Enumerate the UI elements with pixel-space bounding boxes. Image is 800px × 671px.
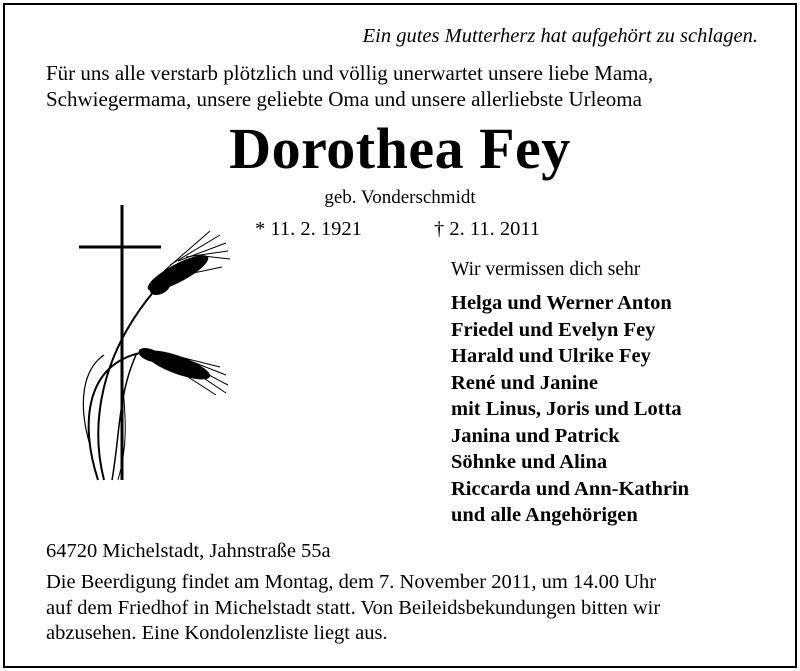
funeral-line: abzusehen. Eine Kondolenzliste liegt aus. xyxy=(46,622,388,644)
address: 64720 Michelstadt, Jahnstraße 55a xyxy=(46,540,331,562)
mourner-entry: und alle Angehörigen xyxy=(451,504,638,526)
funeral-line: Die Beerdigung findet am Montag, dem 7. November 2011, um 14.00 Uhr xyxy=(46,571,657,593)
mourner-entry: René und Janine xyxy=(451,371,598,394)
mourner-entry: Janina und Patrick xyxy=(451,424,620,447)
motto: Ein gutes Mutterherz hat aufgehört zu schlagen. xyxy=(362,25,758,47)
mourner-entry: Söhnke und Alina xyxy=(451,451,608,473)
cross-with-wheat-ears-icon xyxy=(60,205,240,485)
funeral-info xyxy=(46,570,660,647)
mourner-entry: Harald und Ulrike Fey xyxy=(451,345,651,367)
birth-date: * 11. 2. 1921 xyxy=(255,218,362,240)
mourner-entry: mit Linus, Joris und Lotta xyxy=(451,398,682,420)
mourners-list xyxy=(451,290,689,529)
birth-name: geb. Vonderschmidt xyxy=(324,187,476,208)
death-date: † 2. 11. 2011 xyxy=(434,218,541,240)
deceased-name: Dorothea Fey xyxy=(229,116,571,181)
intro-line-2: Schwiegermama, unsere geliebte Oma und unsere allerliebste Urleoma xyxy=(46,87,642,111)
intro-line-1: Für uns alle verstarb plötzlich und völlig unerwartet unsere liebe Mama, xyxy=(46,61,654,85)
mourner-entry: Helga und Werner Anton xyxy=(451,292,672,314)
missing-text: Wir vermissen dich sehr xyxy=(451,259,641,280)
mourner-entry: Riccarda und Ann-Kathrin xyxy=(451,477,690,500)
funeral-line: auf dem Friedhof in Michelstadt statt. Von Beileidsbekundungen bitten wir xyxy=(46,596,661,619)
mourner-entry: Friedel und Evelyn Fey xyxy=(451,318,656,341)
